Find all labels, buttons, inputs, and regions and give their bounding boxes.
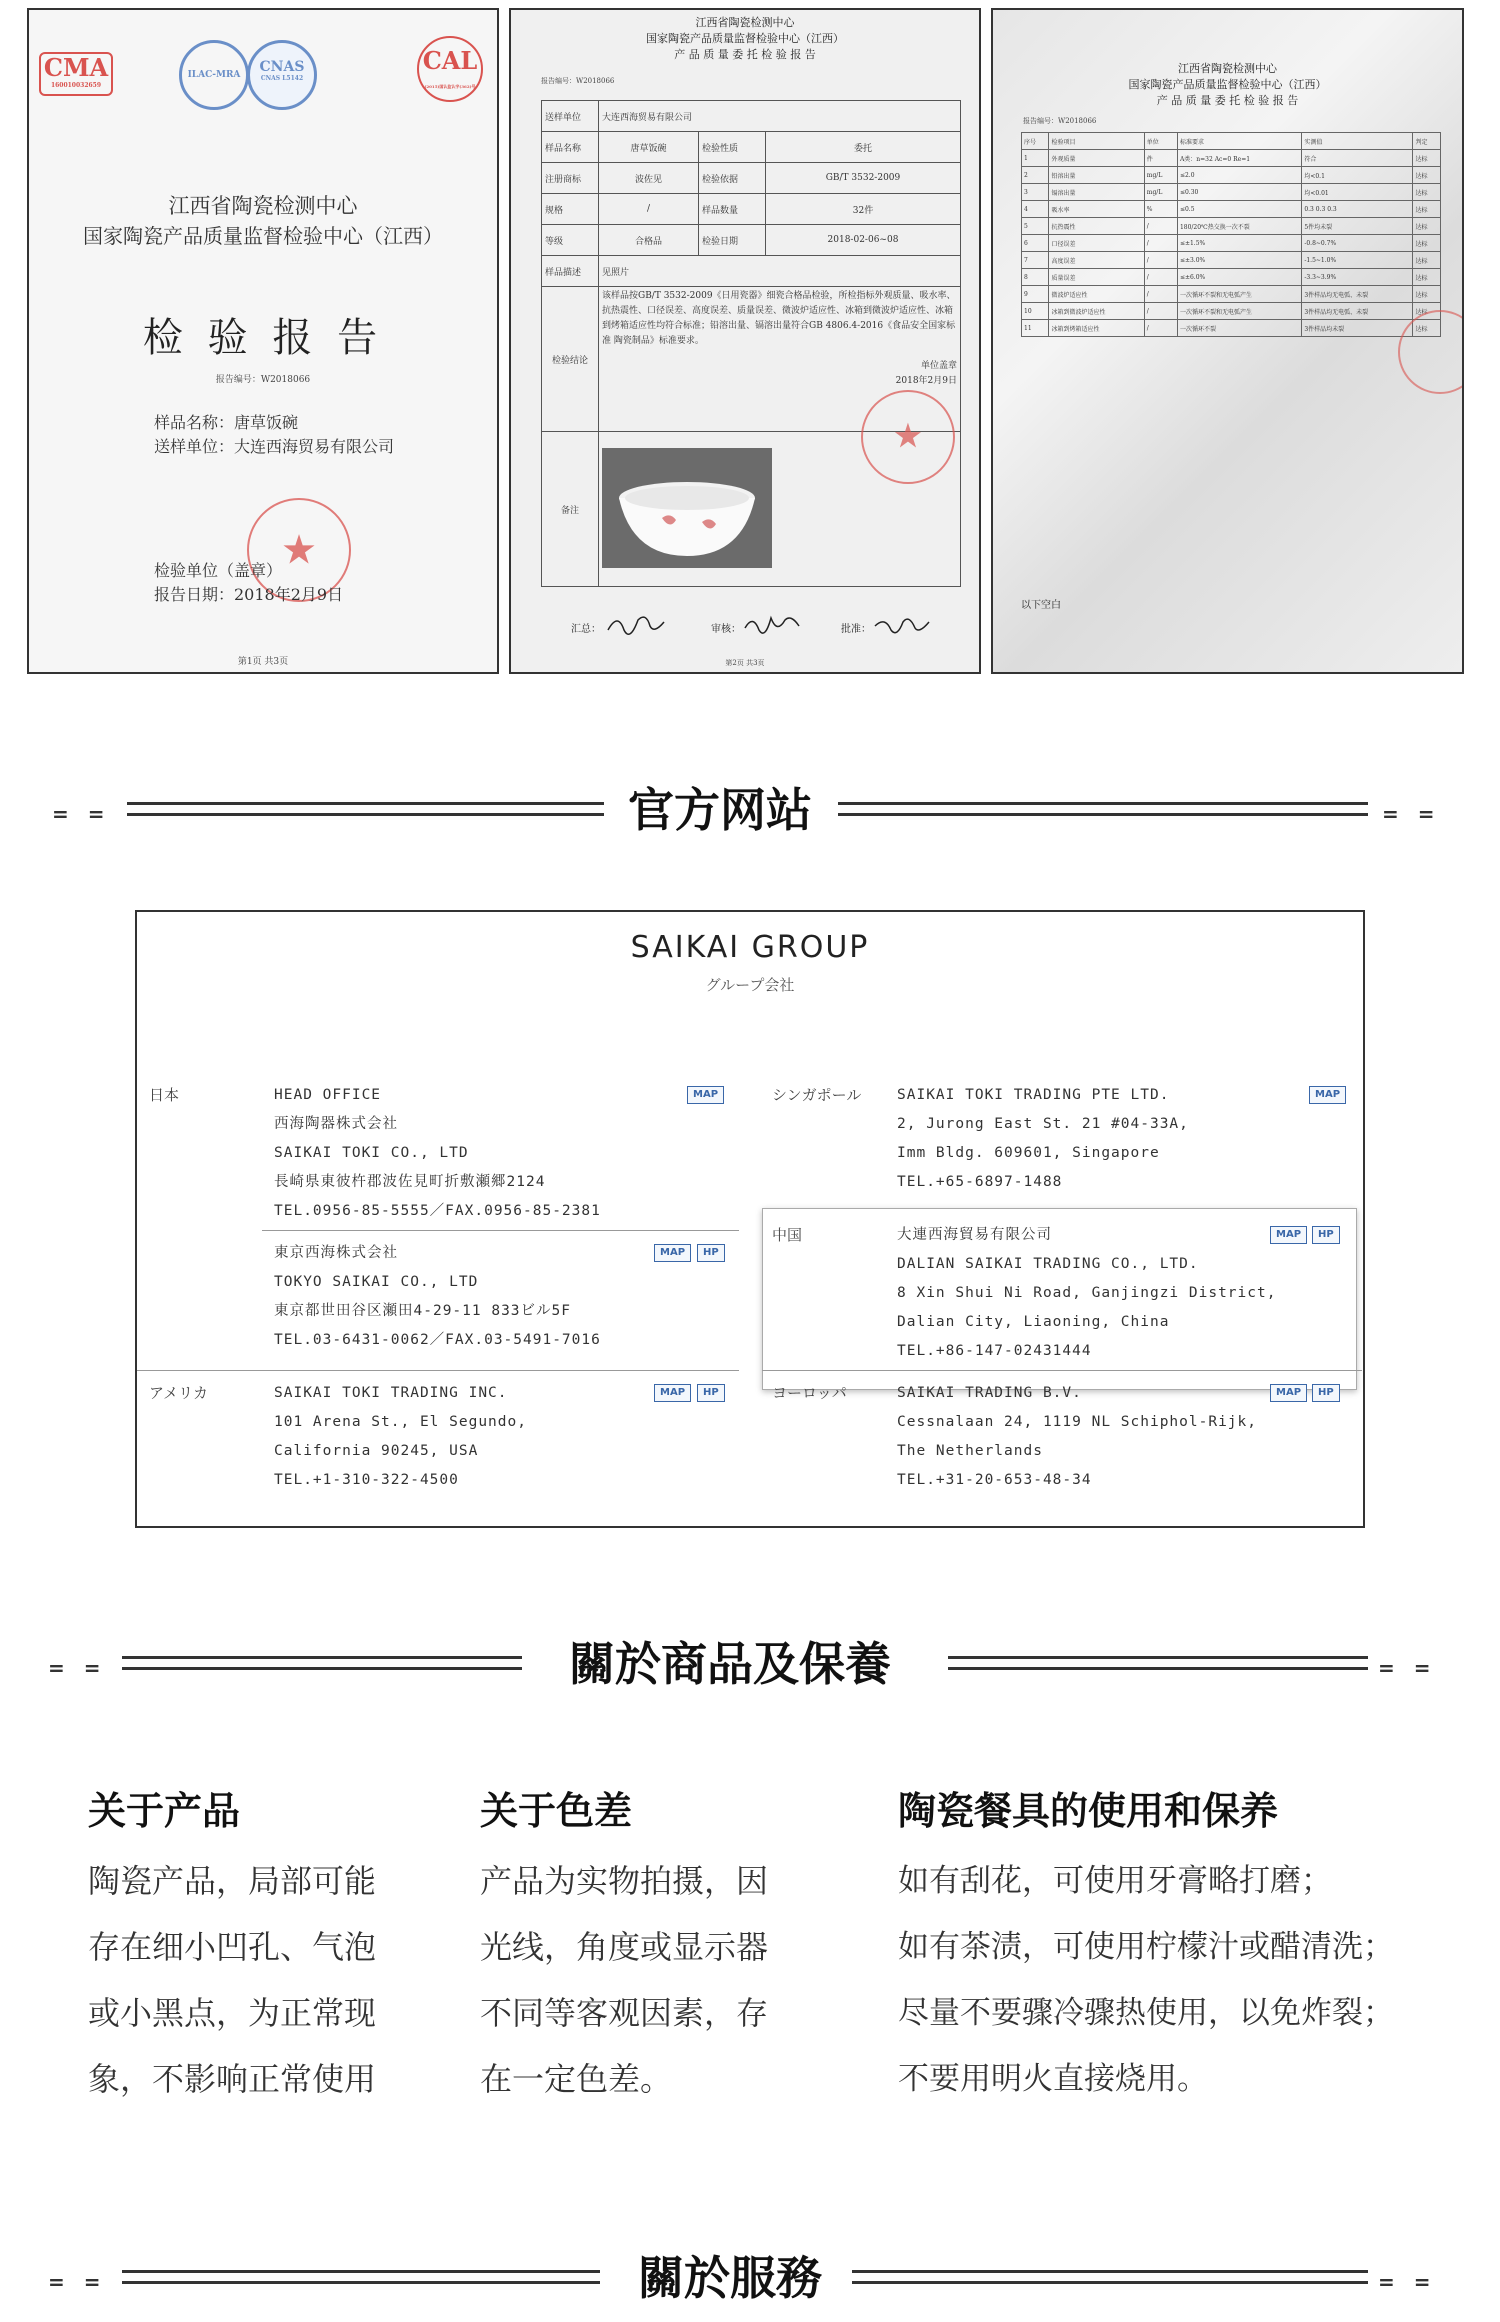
bowl-photo [602,448,772,568]
brand-subtitle: グループ会社 [705,976,795,994]
table-cell: 检验日期 [698,225,765,256]
table-cell: A类：n=32 Ac=0 Re=1 [1177,150,1301,167]
table-cell: 达标 [1413,201,1441,218]
table-cell: -3.3~3.9% [1302,269,1413,286]
table-cell: 9 [1022,286,1049,303]
table-row [542,132,961,163]
note-line: 象，不影响正常使用 [88,2060,377,2098]
table-cell: 波佐见 [599,163,699,194]
quality-report-number: 报告编号：W2018066 [1023,117,1097,125]
table-cell: mg/L [1144,184,1177,201]
entrust-stamp: ★ [861,390,955,484]
table-cell: 32件 [765,194,960,225]
table-cell: 镉溶出量 [1049,184,1144,201]
table-cell: 180/20℃热交换一次不裂 [1177,218,1301,235]
map-button[interactable]: MAP [654,1244,691,1262]
table-cell: 样品名称 [542,132,599,163]
rule-left [122,1656,522,1670]
quality-head-1: 江西省陶瓷检测中心 [1178,62,1277,75]
note-line: 在一定色差。 [480,2060,673,2098]
note-line: 存在细小凹孔、气泡 [88,1928,377,1966]
office-line: Imm Bldg. 609601, Singapore [897,1145,1160,1161]
table-cell: / [1144,320,1177,337]
table-row [542,101,961,132]
office-line: SAIKAI TRADING B.V. [897,1385,1082,1401]
table-cell: 抗热震性 [1049,218,1144,235]
office-line: 2, Jurong East St. 21 #04-33A, [897,1116,1189,1132]
table-cell: 达标 [1413,150,1441,167]
table-cell: 11 [1022,320,1049,337]
table-cell: 送样单位 [542,101,599,132]
report-date: 报告日期：2018年2月9日 [154,585,344,604]
divider [262,1230,739,1231]
table-cell: 委托 [765,132,960,163]
office-line: 東京都世田谷区瀬田4-29-11 833ビル5F [274,1303,571,1319]
table-cell: ≤±1.5% [1177,235,1301,252]
hp-button[interactable]: HP [697,1384,725,1402]
report-entrust [509,8,981,674]
table-row [1022,286,1441,303]
sign-approve: 批准： [841,624,871,635]
office-line: TEL.+86-147-02431444 [897,1343,1092,1359]
table-cell: 检验依据 [698,163,765,194]
table-cell: 样品数量 [698,194,765,225]
cal-seal: CAL (2015)国认监认字(362)号 [417,36,483,102]
cnas-seal: CNAS CNAS L5142 [247,40,317,110]
office-line: 東京西海株式会社 [274,1245,398,1261]
table-cell: 吸水率 [1049,201,1144,218]
office-line: Cessnalaan 24, 1119 NL Schiphol-Rijk, [897,1414,1258,1430]
table-row [1022,269,1441,286]
rule-right [948,1656,1368,1670]
table-cell: 达标 [1413,184,1441,201]
ilac-seal: ILAC-MRA [179,40,249,110]
dash-left: = = [48,2270,107,2294]
table-cell: / [1144,252,1177,269]
note-title: 关于产品 [88,1789,241,1833]
table-cell: 唐草饭碗 [599,132,699,163]
entrust-table [541,100,961,587]
table-cell: ≤2.0 [1177,167,1301,184]
table-header: 序号 [1022,133,1049,150]
note-line: 产品为实物拍摄，因 [480,1862,769,1900]
table-row [1022,320,1441,337]
office-country: 日本 [149,1086,180,1104]
table-row [542,225,961,256]
table-cell: 备注 [542,432,599,587]
saikai-group-card [135,910,1365,1528]
table-row [542,163,961,194]
table-cell: 达标 [1413,269,1441,286]
org-name-2: 国家陶瓷产品质量监督检验中心（江西） [83,224,443,248]
note-body [88,1848,376,2112]
report-title: 检 验 报 告 [142,315,384,361]
section-header-website [0,780,1500,840]
note-title: 陶瓷餐具的使用和保养 [898,1789,1279,1833]
table-cell: 达标 [1413,167,1441,184]
table-cell: 2 [1022,167,1049,184]
table-cell: -0.8~0.7% [1302,235,1413,252]
stamp-date: 2018年2月9日 [895,376,957,386]
table-cell: 7 [1022,252,1049,269]
report-number: 报告编号：W2018066 [215,375,311,385]
table-cell: 检验性质 [698,132,765,163]
quality-head-2: 国家陶瓷产品质量监督检验中心（江西） [1128,78,1327,91]
table-row [1022,303,1441,320]
hp-button[interactable]: HP [697,1244,725,1262]
table-cell: 达标 [1413,320,1441,337]
office-line: 長崎県東彼杵郡波佐見町折敷瀬郷2124 [274,1174,546,1190]
cma-seal: CMA 160010032659 [39,52,113,96]
inspection-unit: 检验单位（盖章） [154,561,283,580]
office-line: TEL.+65-6897-1488 [897,1174,1063,1190]
table-cell: 合格品 [599,225,699,256]
note-line: 尽量不要骤冷骤热使用，以免炸裂； [898,1995,1394,2031]
table-cell: 5 [1022,218,1049,235]
office-line: Dalian City, Liaoning, China [897,1314,1170,1330]
office-line: TOKYO SAIKAI CO., LTD [274,1274,479,1290]
rule-right [852,2270,1368,2284]
page-number: 第1页 共3页 [237,657,289,667]
office-line: 8 Xin Shui Ni Road, Ganjingzi District, [897,1285,1277,1301]
divider [137,1370,739,1371]
map-button[interactable]: MAP [1309,1086,1346,1104]
signature-2 [743,610,803,640]
table-cell: -1.5~1.0% [1302,252,1413,269]
table-cell: / [599,194,699,225]
brand-name: SAIKAI GROUP [630,930,870,965]
blank-note: 以下空白 [1021,600,1061,611]
table-cell: 3件样品均无电弧、未裂 [1302,303,1413,320]
note-line: 不要用明火直接烧用。 [898,2061,1208,2097]
table-cell: 5件均未裂 [1302,218,1413,235]
quality-table [1021,132,1441,337]
map-button[interactable]: MAP [1270,1226,1307,1244]
note-title: 关于色差 [480,1789,633,1833]
note-body [480,1848,768,2112]
dash-left: = = [52,802,111,826]
rule-left [127,802,604,816]
table-cell: / [1144,286,1177,303]
org-name: 江西省陶瓷检测中心 [168,194,358,218]
section-header-service [0,2248,1500,2308]
entrust-head-2: 国家陶瓷产品质量监督检验中心（江西） [646,32,844,45]
table-cell: / [1144,303,1177,320]
quality-head-3: 产 品 质 量 委 托 检 验 报 告 [1156,94,1299,107]
table-cell: 1 [1022,150,1049,167]
office-line: 101 Arena St., El Segundo, [274,1414,527,1430]
table-cell: 冰箱到烤箱适应性 [1049,320,1144,337]
table-header: 标准要求 [1177,133,1301,150]
note-line: 或小黑点，为正常现 [88,1994,377,2032]
table-cell: 一次循环不裂 [1177,320,1301,337]
table-header-row [1022,133,1441,150]
note-line: 光线，角度或显示器 [480,1928,769,1966]
table-cell: % [1144,201,1177,218]
table-cell: 样品描述 [542,256,599,287]
section-title: 關於服務 [638,2251,822,2305]
signature-1 [606,610,666,640]
table-cell: 见照片 [599,256,961,287]
office-line: SAIKAI TOKI CO., LTD [274,1145,469,1161]
office-line: TEL.+31-20-653-48-34 [897,1472,1092,1488]
table-cell: 达标 [1413,286,1441,303]
table-cell: 达标 [1413,252,1441,269]
table-cell: 注册商标 [542,163,599,194]
dash-right: = = [1378,1656,1437,1680]
table-cell: 外观质量 [1049,150,1144,167]
table-cell: ≤±6.0% [1177,269,1301,286]
office-country: アメリカ [149,1384,208,1402]
office-line: California 90245, USA [274,1443,479,1459]
table-row [1022,235,1441,252]
office-line: HEAD OFFICE [274,1087,382,1103]
office-line: SAIKAI TOKI TRADING INC. [274,1385,508,1401]
rule-right [838,802,1368,816]
report-quality [991,8,1464,674]
table-cell: ≤0.5 [1177,201,1301,218]
table-row [1022,218,1441,235]
map-button[interactable]: MAP [1270,1384,1307,1402]
table-row [1022,201,1441,218]
table-cell: 一次循环不裂和无电弧产生 [1177,303,1301,320]
inspection-stamp: ★ [247,498,351,602]
section-title: 官方网站 [628,783,812,837]
table-cell: 符合 [1302,150,1413,167]
table-cell: 0.3 0.3 0.3 [1302,201,1413,218]
conclusion-text: 该样品按GB/T 3532-2009《日用瓷器》细瓷合格品检验，所检指标外观质量、吸水率、抗热震性、口径误差、高度误差、质量误差、微波炉适应性、冰箱到微波炉适应性、冰箱到烤箱适应性均符合标准；铅溶出量、镉溶出量符合GB 4806.4-2016《食品安全国家标准 陶瓷制品》标准要求。 [602,291,956,346]
table-cell: 均<0.01 [1302,184,1413,201]
sign-review: 审核： [711,624,741,635]
table-cell: 口径误差 [1049,235,1144,252]
table-row [1022,150,1441,167]
office-line: TEL.0956-85-5555／FAX.0956-85-2381 [274,1203,601,1219]
table-cell: mg/L [1144,167,1177,184]
map-button[interactable]: MAP [654,1384,691,1402]
office-country: 中国 [772,1226,803,1244]
divider [762,1370,1362,1371]
report-cover [27,8,499,674]
table-cell: 达标 [1413,218,1441,235]
table-cell: 检验结论 [542,287,599,432]
table-cell: 达标 [1413,235,1441,252]
office-country: シンガポール [772,1086,862,1104]
table-header: 实测值 [1302,133,1413,150]
table-cell: / [1144,235,1177,252]
note-line: 如有刮花，可使用牙膏略打磨； [898,1863,1332,1899]
table-cell: 微波炉适应性 [1049,286,1144,303]
table-cell: 件 [1144,150,1177,167]
entrust-head-1: 江西省陶瓷检测中心 [695,16,795,29]
table-row [1022,252,1441,269]
table-cell: 铅溶出量 [1049,167,1144,184]
signature-3 [873,610,933,640]
table-row [542,194,961,225]
sign-summary: 汇总： [571,624,601,635]
table-cell: 高度误差 [1049,252,1144,269]
entrust-head-3: 产 品 质 量 委 托 检 验 报 告 [674,48,816,61]
table-cell: 规格 [542,194,599,225]
table-cell: 6 [1022,235,1049,252]
table-cell: 4 [1022,201,1049,218]
table-cell: 10 [1022,303,1049,320]
table-cell: 3件样品均未裂 [1302,320,1413,337]
table-cell: 冰箱到微波炉适应性 [1049,303,1144,320]
office-line: The Netherlands [897,1443,1043,1459]
note-line: 不同等客观因素，存 [480,1994,769,2032]
office-country: ヨーロッパ [772,1384,847,1402]
table-cell: GB/T 3532-2009 [765,163,960,194]
sample-name: 样品名称：唐草饭碗 [154,413,299,432]
table-cell: 3件样品均无电弧、未裂 [1302,286,1413,303]
table-cell: ≤0.30 [1177,184,1301,201]
note-line: 陶瓷产品，局部可能 [88,1862,377,1900]
note-line: 如有茶渍，可使用柠檬汁或醋清洗； [898,1929,1394,1965]
office-line: 大連西海貿易有限公司 [897,1227,1052,1243]
hp-button[interactable]: HP [1312,1226,1340,1244]
note-body [898,1848,1394,2112]
table-cell: 一次循环不裂和无电弧产生 [1177,286,1301,303]
table-cell: / [1144,218,1177,235]
dash-left: = = [48,1656,107,1680]
office-line: 西海陶器株式会社 [274,1116,398,1132]
table-cell: 均<0.1 [1302,167,1413,184]
rule-left [122,2270,600,2284]
table-header: 单位 [1144,133,1177,150]
section-header-care [0,1634,1500,1694]
table-cell: 大连西海贸易有限公司 [599,101,961,132]
table-cell: 8 [1022,269,1049,286]
dash-right: = = [1378,2270,1437,2294]
entrust-page-number: 第2页 共3页 [725,659,765,667]
stamp-label: 单位盖章 [920,361,957,371]
table-row [542,256,961,287]
client-unit: 送样单位：大连西海贸易有限公司 [154,437,395,456]
table-header: 检验项目 [1049,133,1144,150]
table-cell: 等级 [542,225,599,256]
section-title: 關於商品及保養 [569,1637,891,1691]
entrust-report-number: 报告编号：W2018066 [541,77,615,85]
table-cell: 3 [1022,184,1049,201]
office-line: TEL.+1-310-322-4500 [274,1472,459,1488]
hp-button[interactable]: HP [1312,1384,1340,1402]
table-row [1022,167,1441,184]
table-cell: / [1144,269,1177,286]
office-line: SAIKAI TOKI TRADING PTE LTD. [897,1087,1170,1103]
table-cell: 达标 [1413,303,1441,320]
table-cell: 质量误差 [1049,269,1144,286]
dash-right: = = [1382,802,1441,826]
table-row [1022,184,1441,201]
table-cell: 2018-02-06~08 [765,225,960,256]
office-line: DALIAN SAIKAI TRADING CO., LTD. [897,1256,1199,1272]
office-line: TEL.03-6431-0062／FAX.03-5491-7016 [274,1332,601,1348]
table-cell: ≤±3.0% [1177,252,1301,269]
table-header: 判定 [1413,133,1441,150]
map-button[interactable]: MAP [687,1086,724,1104]
